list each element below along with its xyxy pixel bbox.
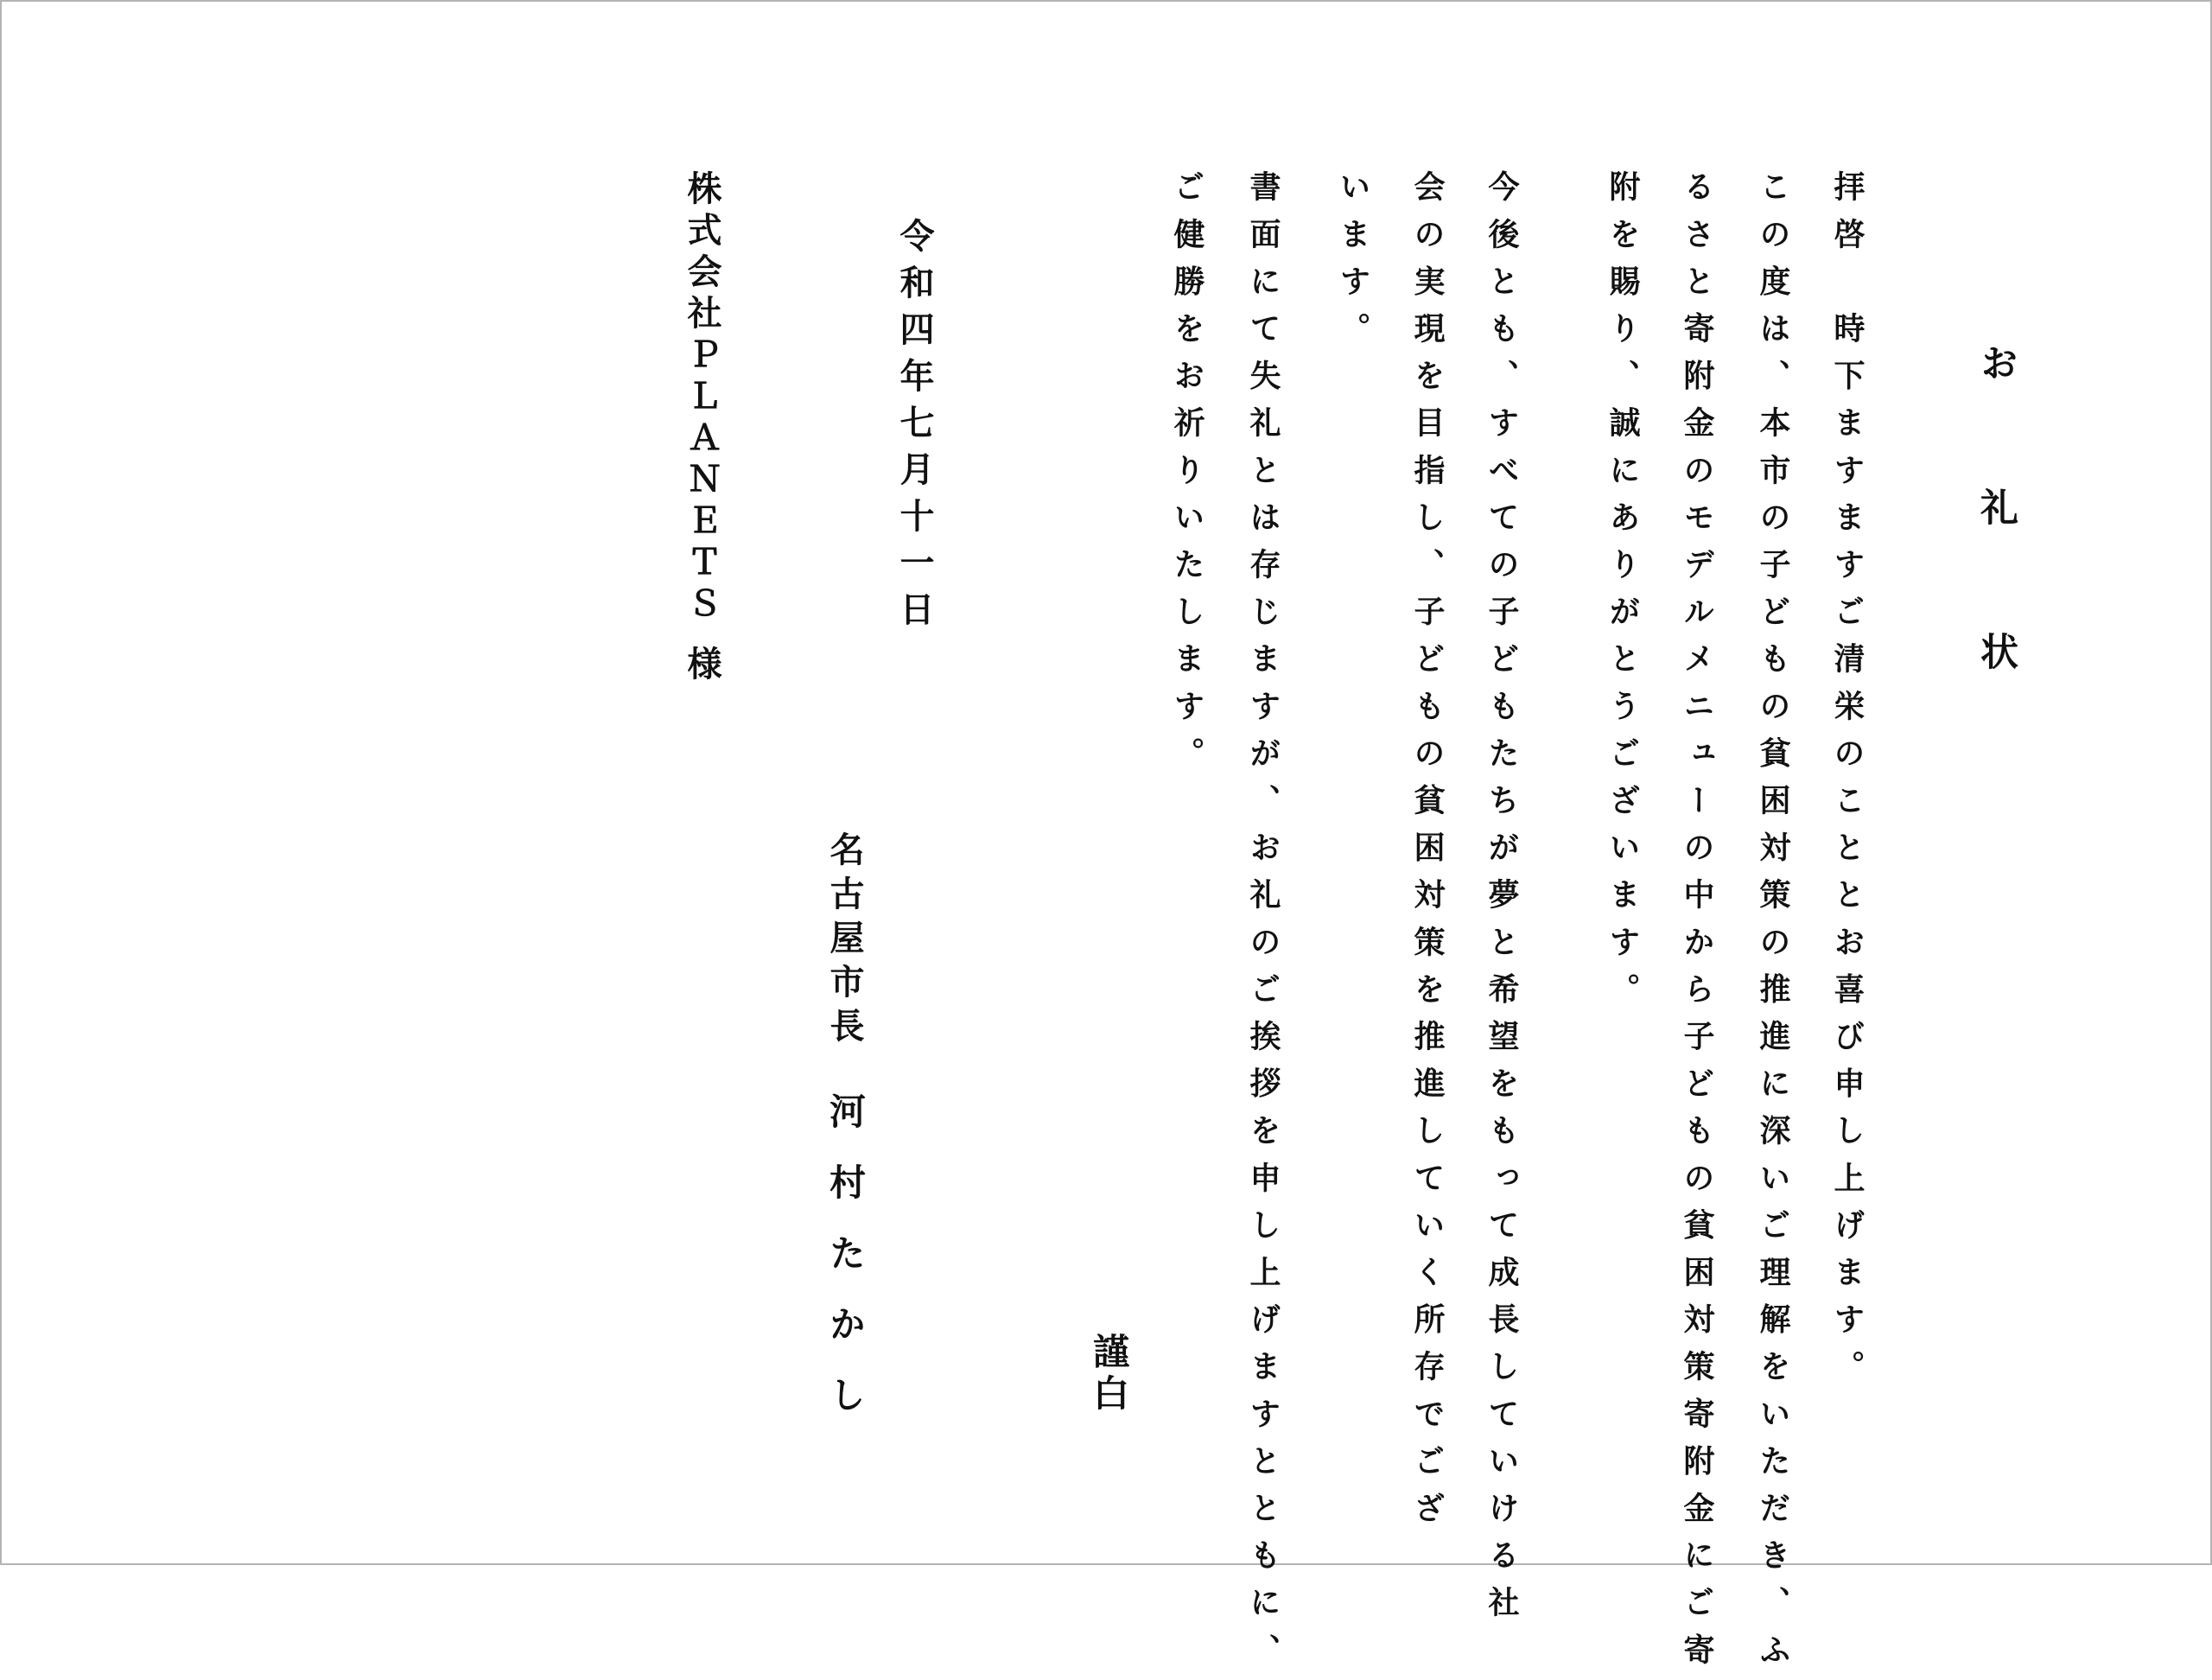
body-line-2: この度は、本市の子どもの貧困対策の推進に深いご理解をいただき、ふ bbox=[1755, 170, 1791, 1680]
body-line-9: ご健勝をお祈りいたします。 bbox=[1169, 170, 1205, 784]
recipient-name: 株式会社ＰＬＡＮＥＴＳ bbox=[682, 170, 722, 627]
body-line-8: 書面にて失礼とは存じますが、お礼のご挨拶を申し上げますとともに、 bbox=[1245, 170, 1281, 1680]
body-line-7: います。 bbox=[1335, 170, 1371, 360]
body-line-4: 附を賜り、誠にありがとうございます。 bbox=[1605, 170, 1641, 1020]
closing-phrase: 謹白 bbox=[1088, 1333, 1130, 1416]
body-line-5: 今後とも、すべての子どもたちが夢と希望をもって成長していける社 bbox=[1484, 170, 1520, 1633]
recipient-honorific: 様 bbox=[682, 646, 722, 680]
body-line-1: 拝啓 時下ますますご清栄のこととお喜び申し上げます。 bbox=[1829, 170, 1866, 1397]
sender-name: 河村たかし bbox=[824, 1092, 867, 1447]
sender-title: 名古屋市長 bbox=[824, 831, 865, 1052]
body-line-3: るさと寄附金のモデルメニューの中から子どもの貧困対策寄附金にご寄 bbox=[1679, 170, 1715, 1680]
letter-title: お 礼 状 bbox=[1974, 343, 2018, 701]
body-line-6: 会の実現を目指し、子どもの貧困対策を推進していく所存でござ bbox=[1409, 170, 1446, 1539]
letter-date: 令和四年七月十一日 bbox=[894, 218, 935, 638]
